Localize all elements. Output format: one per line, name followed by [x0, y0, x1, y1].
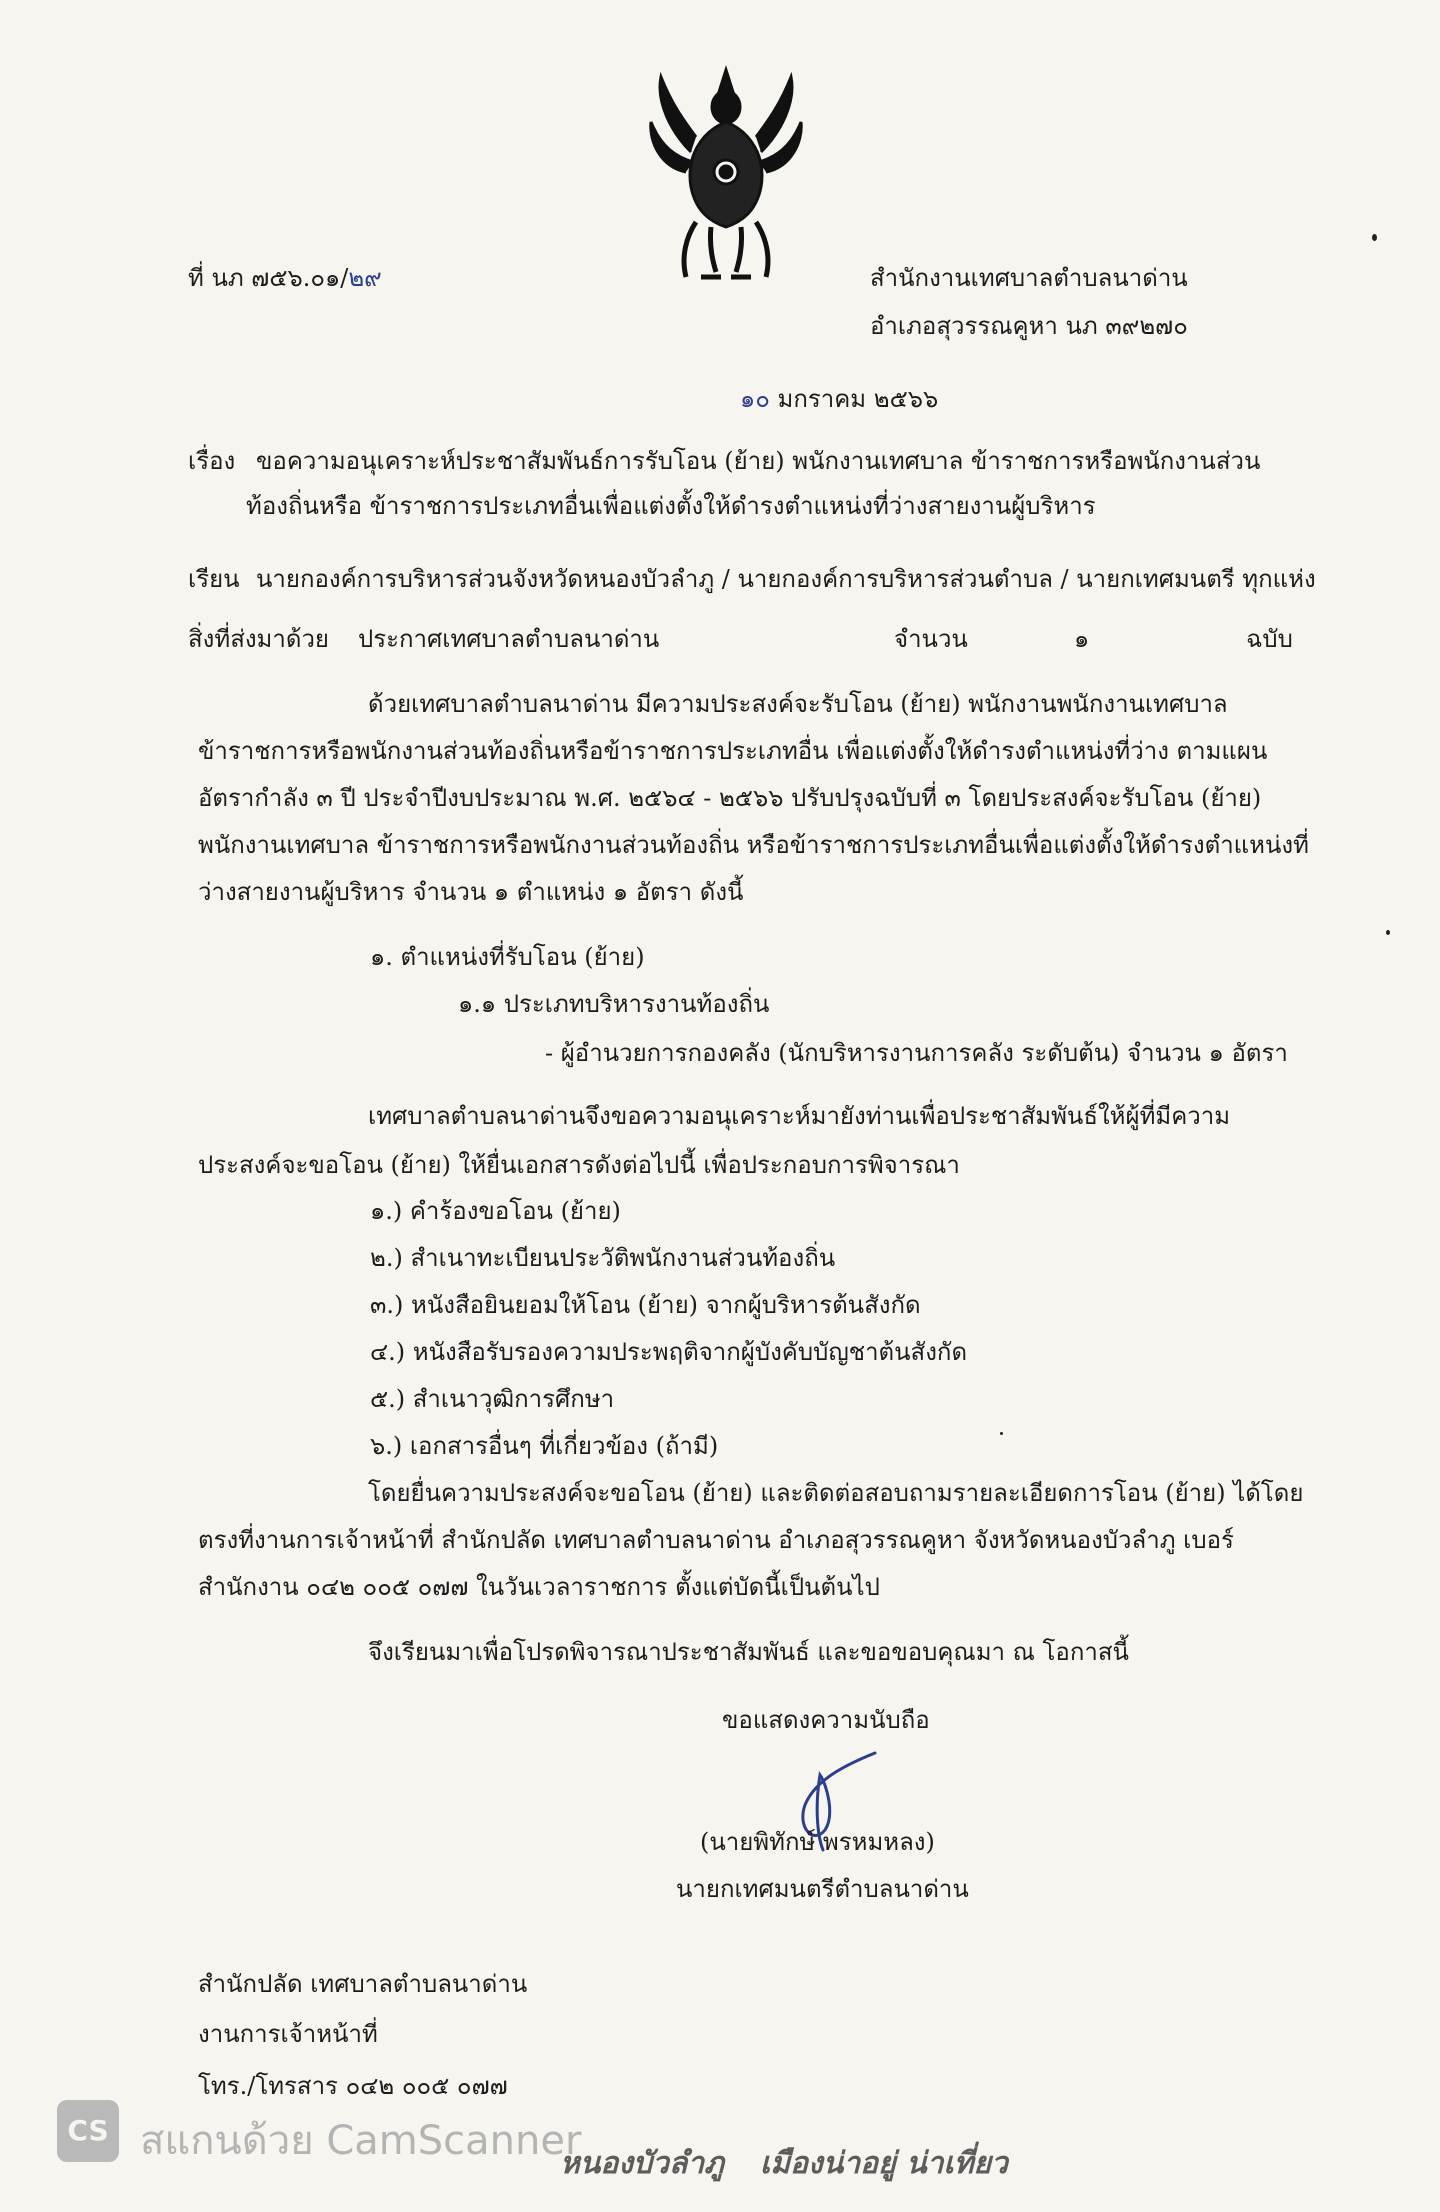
doc-item: ๒.) สำเนาทะเบียนประวัติพนักงานส่วนท้องถิ่น	[370, 1244, 836, 1272]
footer-section: งานการเจ้าหน้าที่	[198, 2020, 378, 2048]
doc-item: ๖.) เอกสารอื่นๆ ที่เกี่ยวข้อง (ถ้ามี)	[370, 1432, 719, 1460]
para3-line-3: สำนักงาน ๐๔๒ ๐๐๕ ๐๗๗ ในวันเวลาราชการ ตั้งแต่บัดนี้เป็นต้นไป	[198, 1573, 880, 1601]
to-recipients: นายกองค์การบริหารส่วนจังหวัดหนองบัวลำภู / นายกองค์การบริหารส่วนตำบล / นายกเทศมนตรี ทุกแห่ง	[256, 565, 1316, 593]
subject-line-1: ขอความอนุเคราะห์ประชาสัมพันธ์การรับโอน (ย้าย) พนักงานเทศบาล ข้าราชการหรือพนักงานส่วน	[256, 447, 1261, 475]
stamp-text-2: เมืองน่าอยู่ น่าเที่ยว	[760, 2146, 1008, 2181]
office-address: อำเภอสุวรรณคูหา นภ ๓๙๒๗๐	[870, 312, 1188, 340]
doc-item: ๑.) คำร้องขอโอน (ย้าย)	[370, 1197, 621, 1225]
enclosure-qty: ๑	[1074, 625, 1090, 653]
para1-line-1: ด้วยเทศบาลตำบลนาด่าน มีความประสงค์จะรับโอน (ย้าย) พนักงานพนักงานเทศบาล	[368, 690, 1228, 718]
closing-line: จึงเรียนมาเพื่อโปรดพิจารณาประชาสัมพันธ์ และขอขอบคุณมา ณ โอกาสนี้	[368, 1638, 1129, 1666]
office-name: สำนักงานเทศบาลตำบลนาด่าน	[870, 264, 1188, 292]
para2-line-1: เทศบาลตำบลนาด่านจึงขอความอนุเคราะห์มายังท่านเพื่อประชาสัมพันธ์ให้ผู้ที่มีความ	[368, 1102, 1231, 1130]
reference-handwritten: ๒๙	[348, 264, 382, 292]
camscanner-logo: CS	[57, 2100, 119, 2162]
doc-item: ๕.) สำเนาวุฒิการศึกษา	[370, 1385, 615, 1413]
scan-speck	[1372, 234, 1377, 241]
subject-label: เรื่อง	[188, 447, 236, 475]
reference-number: ที่ นภ ๗๕๖.๐๑/๒๙	[188, 264, 382, 292]
to-label: เรียน	[188, 565, 240, 593]
para1-line-2: ข้าราชการหรือพนักงานส่วนท้องถิ่นหรือข้าราชการประเภทอื่น เพื่อแต่งตั้งให้ดำรงตำแหน่งที่ว่าง ตามแผน	[198, 737, 1268, 765]
enclosure-unit: ฉบับ	[1246, 625, 1293, 653]
footer-department: สำนักปลัด เทศบาลตำบลนาด่าน	[198, 1970, 528, 1998]
enclosure-item: ประกาศเทศบาลตำบลนาด่าน	[358, 625, 660, 653]
para3-line-1: โดยยื่นความประสงค์จะขอโอน (ย้าย) และติดต่อสอบถามรายละเอียดการโอน (ย้าย) ได้โดย	[368, 1479, 1304, 1507]
garuda-emblem	[641, 62, 811, 287]
letter-date: ๑๐ มกราคม ๒๕๖๖	[740, 385, 939, 413]
signatory-title: นายกเทศมนตรีตำบลนาด่าน	[676, 1875, 969, 1903]
para2-line-2: ประสงค์จะขอโอน (ย้าย) ให้ยื่นเอกสารดังต่อไปนี้ เพื่อประกอบการพิจารณา	[198, 1151, 960, 1179]
enclosure-qty-label: จำนวน	[894, 625, 968, 653]
stamp-text-1: หนองบัวลำภู	[560, 2146, 724, 2181]
para3-line-2: ตรงที่งานการเจ้าหน้าที่ สำนักปลัด เทศบาลตำบลนาด่าน อำเภอสุวรรณคูหา จังหวัดหนองบัวลำภู เบอร์	[198, 1526, 1234, 1554]
doc-item: ๔.) หนังสือรับรองความประพฤติจากผู้บังคับบัญชาต้นสังกัด	[370, 1338, 968, 1366]
scan-speck	[1386, 930, 1390, 935]
date-day-handwritten: ๑๐	[740, 385, 770, 413]
item-1-1: ๑.๑ ประเภทบริหารงานท้องถิ่น	[458, 990, 770, 1018]
para1-line-3: อัตรากำลัง ๓ ปี ประจำปีงบประมาณ พ.ศ. ๒๕๖๔ - ๒๕๖๖ ปรับปรุงฉบับที่ ๓ โดยประสงค์จะรับโอน (ย้าย)	[198, 784, 1262, 812]
enclosure-label: สิ่งที่ส่งมาด้วย	[188, 625, 329, 653]
para1-line-5: ว่างสายงานผู้บริหาร จำนวน ๑ ตำแหน่ง ๑ อัตรา ดังนี้	[198, 878, 744, 906]
footer-phone: โทร./โทรสาร ๐๔๒ ๐๐๕ ๐๗๗	[198, 2072, 508, 2100]
para1-line-4: พนักงานเทศบาล ข้าราชการหรือพนักงานส่วนท้องถิ่น หรือข้าราชการประเภทอื่นเพื่อแต่งตั้งให้ดำรงตำแหน่งที่	[198, 831, 1309, 859]
subject-line-2: ท้องถิ่นหรือ ข้าราชการประเภทอื่นเพื่อแต่งตั้งให้ดำรงตำแหน่งที่ว่างสายงานผู้บริหาร	[246, 492, 1096, 520]
camscanner-watermark: สแกนด้วย CamScanner	[140, 2118, 582, 2164]
scan-speck	[1000, 1432, 1003, 1435]
doc-item: ๓.) หนังสือยินยอมให้โอน (ย้าย) จากผู้บริหารต้นสังกัด	[370, 1291, 921, 1319]
regards: ขอแสดงความนับถือ	[722, 1706, 930, 1734]
item-1-1-a: - ผู้อำนวยการกองคลัง (นักบริหารงานการคลัง ระดับต้น) จำนวน ๑ อัตรา	[545, 1039, 1288, 1067]
item-1: ๑. ตำแหน่งที่รับโอน (ย้าย)	[370, 943, 645, 971]
signatory-name: (นายพิทักษ์ พรหมหลง)	[700, 1828, 935, 1856]
